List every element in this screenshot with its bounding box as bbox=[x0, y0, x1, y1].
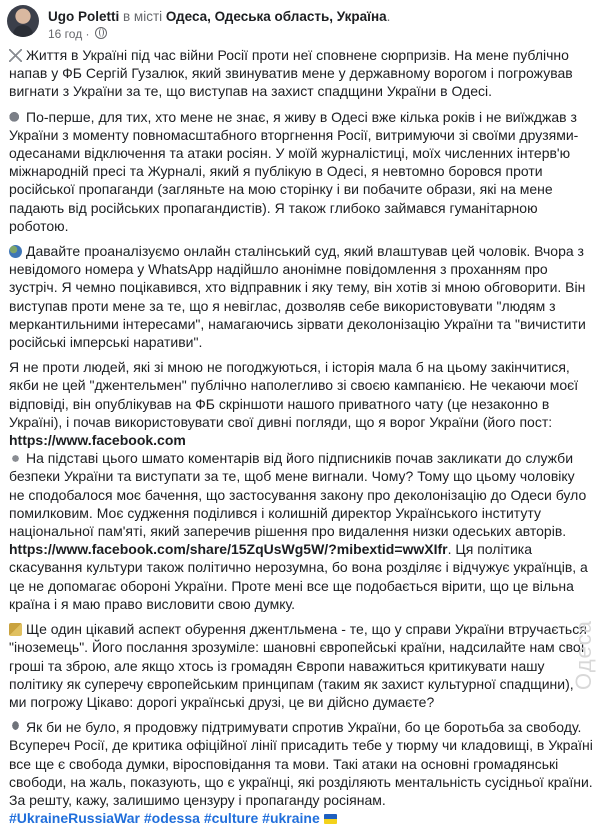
earth-globe-icon bbox=[9, 245, 22, 258]
microphone-icon bbox=[9, 721, 22, 734]
hashtag-ukrainerussiawar[interactable]: #UkraineRussiaWar bbox=[9, 810, 140, 827]
hashtag-culture[interactable]: #culture bbox=[203, 810, 259, 827]
paragraph-2 bbox=[9, 108, 593, 235]
paragraph-1-text: Життя в Україні під час війни Росії проти неї сповнене сюрпризів. На мене публічно напав у ФБ Сергій Гузалюк, який звинуватив мене у державному ворогом і погрожував вигнати з України за те, що виступав на захист спадщини України в Одесі. bbox=[9, 47, 573, 100]
author-line-suffix: . bbox=[386, 9, 391, 24]
paragraph-6 bbox=[9, 620, 593, 711]
in-city-text: в місті bbox=[119, 9, 166, 24]
facebook-link[interactable]: https://www.facebook.com bbox=[9, 432, 186, 449]
facebook-share-link[interactable]: https://www.facebook.com/share/15ZqUsWg5W/?mibextid=wwXIfr bbox=[9, 541, 448, 558]
paragraph-3 bbox=[9, 242, 593, 351]
paragraph-2-text: По-перше, для тих, хто мене не знає, я живу в Одесі вже кілька років і не виїжджав з України з моменту повномасштабного вторгнення Росії, витримуючи зі своїми друзями-одесанами відключення та атаки росіян. У моїй журналістиці, моїх численних інтерв'ю міжнародній пресі та Журналі, який я публікую в Одесі, я невтомно боровся проти російської пропаганди (загляньте на мою сторінку і ви побачите образи, які на мене падають від російських пропагандистів). Я також глибоко займався гуманітарною роботою. bbox=[9, 108, 579, 234]
pushpin-icon bbox=[9, 452, 22, 465]
post-meta bbox=[48, 27, 107, 41]
post-header bbox=[0, 0, 599, 46]
map-icon bbox=[9, 623, 22, 636]
ukraine-flag-icon bbox=[324, 814, 337, 824]
post-body bbox=[9, 46, 593, 834]
author-line bbox=[48, 8, 390, 25]
paragraph-1 bbox=[9, 46, 593, 101]
hashtag-ukraine[interactable]: #ukraine bbox=[262, 810, 320, 827]
paragraph-4 bbox=[9, 358, 593, 449]
meta-separator: · bbox=[82, 27, 93, 41]
paragraph-5 bbox=[9, 449, 593, 613]
location-link[interactable]: Одеса, Одеська область, Україна bbox=[165, 9, 387, 24]
post-time[interactable]: 16 год bbox=[48, 27, 83, 41]
paragraph-5-text: На підставі цього шмато коментарів від його підписників почав закликати до служби безпеки України та виступати за те, щоб мене вигнали. Чому? Тому що цьому чоловіку не сподобалося моє бачення, що застосування закону про деколонізацію до Одеси було помилковим. Моє судження поділився і колишній директор Українського інституту національної пам'яті, який заперечив рішення про видалення низки одеських авторів. bbox=[9, 450, 587, 540]
speaking-head-icon bbox=[9, 111, 22, 124]
paragraph-4-text: Я не проти людей, які зі мною не погоджуються, і історія мала б на цьому закінчитися, якби не цей "джентельмен" публічно наполегливо зі своєю кампанією. Не чекаючи моєї відповіді, він опублікував на ФБ скріншоти нашого приватного чату (це незаконно в Україні), і почав використовувати свої дивні погляди, що я ворог України (його пост: bbox=[9, 359, 579, 430]
paragraph-7-text: Як би не було, я продовжу підтримувати спротив України, бо це боротьба за свободу. Всупереч Росії, де критика офіційної лінії присадить тебе у тюрму чи кладовищі, в Україні все ще є свобода думки, віросповідання та мови. Такі атаки на основні громадянські свободи, на жаль, показують, що є українці, які розділяють ментальність сусідньої країни. За решту, кажу, залишимо цензуру і пропаганду росіянам. bbox=[9, 719, 593, 808]
hashtags bbox=[9, 809, 593, 827]
hashtag-odessa[interactable]: #odessa bbox=[143, 810, 200, 827]
avatar[interactable] bbox=[7, 5, 39, 37]
globe-icon bbox=[95, 27, 107, 39]
author-name[interactable]: Ugo Poletti bbox=[48, 9, 120, 24]
paragraph-7 bbox=[9, 718, 593, 809]
paragraph-3-text: Давайте проаналізуємо онлайн сталінський суд, який влаштував цей чоловік. Вчора з невідомого номера у WhatsApp надійшло анонімне повідомлення з проханням про зустріч. Я чемно поцікавився, хто відправник і яку тему, він хотів зі мною обговорити. Він виступав проти мене за те, що я невіглас, дозволяв себе використовувати "людям з меркантильними інтересами", намагаючись зірвати деколонізацію України та "вичистити російські імперські наративи". bbox=[9, 243, 586, 351]
paragraph-6-text: Ще один цікавий аспект обурення джентльмена - те, що у справи України втручається "іноземець". Його послання зрозуміле: шановні європейські країни, надсилайте нам свої гроші та зброю, але якщо хтось із громадян Європи наважиться критикувати нашу політику як суперечу європейським принципам (таким як захист культурної спадщини), ми погрожу Цікаво: дорогі українські друзі, це ви дійсно думаєте? bbox=[9, 621, 587, 710]
watermark: Одеса bbox=[571, 620, 596, 690]
paragraph-5-text-end: . Ця політика скасування культури також політично нерозумна, бо вона розділяє і відчужує українців, а це не допомагає обороні України. Проте мені все ще подобається вірити, що це вільна країна і я маю право висловити свою думку. bbox=[9, 541, 588, 612]
crossed-swords-icon bbox=[9, 49, 22, 62]
